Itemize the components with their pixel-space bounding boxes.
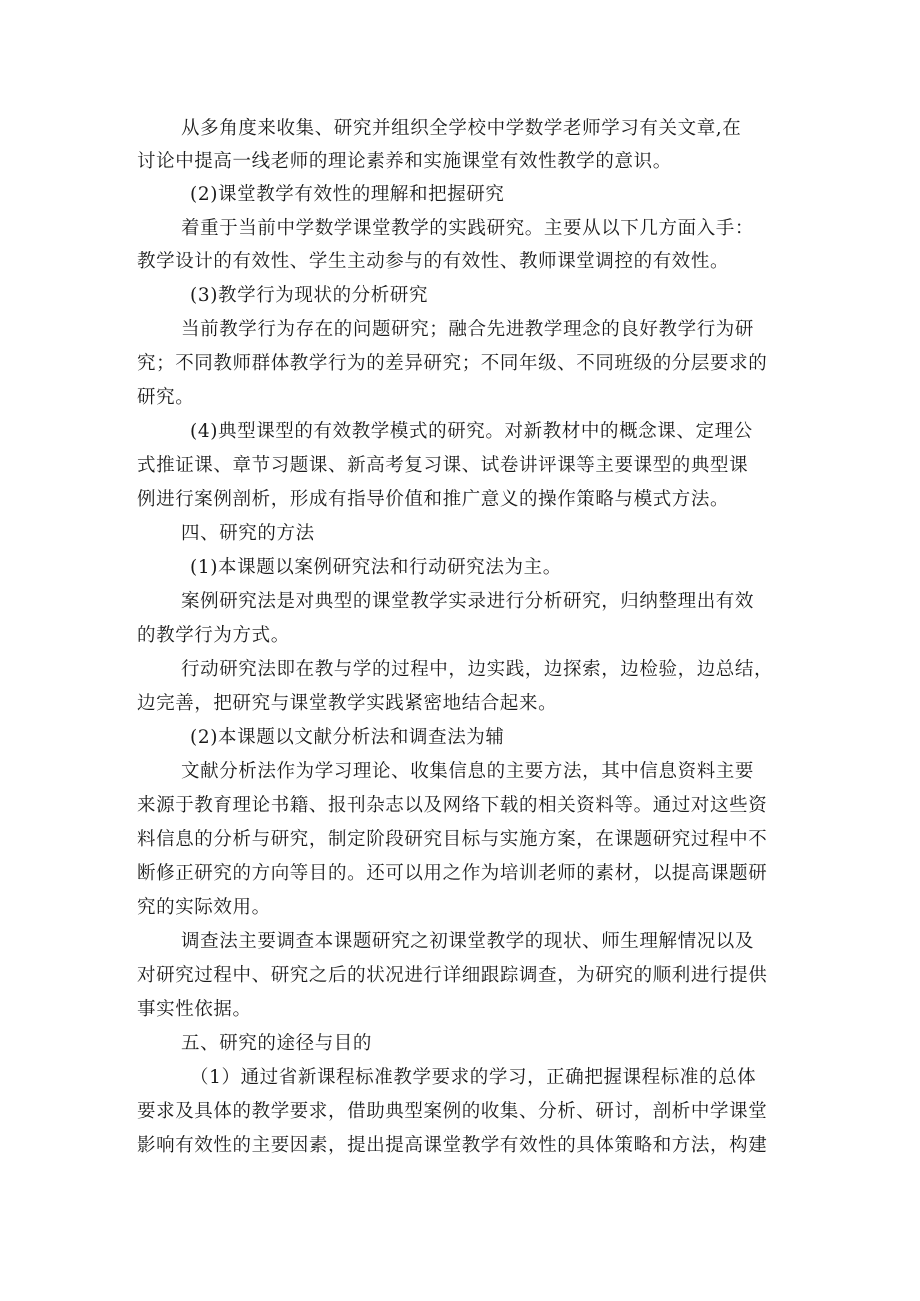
text-line: 影响有效性的主要因素，提出提高课堂教学有效性的具体策略和方法，构建 bbox=[137, 1135, 768, 1156]
text-line: 边完善，把研究与课堂教学实践紧密地结合起来。 bbox=[137, 693, 558, 714]
text-line: 的教学行为方式。 bbox=[137, 625, 290, 646]
text-line: 着重于当前中学数学课堂教学的实践研究。主要从以下几方面入手： bbox=[181, 218, 755, 239]
subheading: (2)本课题以文献分析法和调查法为辅 bbox=[190, 727, 505, 748]
text-line: 文献分析法作为学习理论、收集信息的主要方法，其中信息资料主要 bbox=[181, 761, 755, 782]
text-line: 当前教学行为存在的问题研究；融合先进教学理念的良好教学行为研 bbox=[181, 319, 755, 340]
subheading: (3)教学行为现状的分析研究 bbox=[190, 285, 429, 306]
text-line: 研究。 bbox=[137, 387, 195, 408]
text-line: 究的实际效用。 bbox=[137, 897, 271, 918]
text-line: 要求及具体的教学要求，借助典型案例的收集、分析、研讨，剖析中学课堂 bbox=[137, 1101, 768, 1122]
text-line: 来源于教育理论书籍、报刊杂志以及网络下载的相关资料等。通过对这些资 bbox=[137, 795, 768, 816]
subheading: (2)课堂教学有效性的理解和把握研究 bbox=[190, 184, 505, 205]
text-line: 式推证课、章节习题课、新高考复习课、试卷讲评课等主要课型的典型课 bbox=[137, 455, 749, 476]
text-line: 断修正研究的方向等目的。还可以用之作为培训老师的素材，以提高课题研 bbox=[137, 863, 768, 884]
section-heading: 五、研究的途径与目的 bbox=[181, 1033, 373, 1054]
text-line: 行动研究法即在教与学的过程中，边实践，边探索，边检验，边总结， bbox=[181, 659, 774, 680]
section-heading: 四、研究的方法 bbox=[181, 523, 315, 544]
text-line: 料信息的分析与研究，制定阶段研究目标与实施方案，在课题研究过程中不 bbox=[137, 829, 768, 850]
text-line: 教学设计的有效性、学生主动参与的有效性、教师课堂调控的有效性。 bbox=[137, 251, 730, 272]
text-line: 究；不同教师群体教学行为的差异研究；不同年级、不同班级的分层要求的 bbox=[137, 353, 768, 374]
text-line: 对研究过程中、研究之后的状况进行详细跟踪调查，为研究的顺利进行提供 bbox=[137, 965, 768, 986]
subheading: (4)典型课型的有效教学模式的研究。对新教材中的概念课、定理公 bbox=[190, 421, 753, 442]
text-line: 例进行案例剖析，形成有指导价值和推广意义的操作策略与模式方法。 bbox=[137, 489, 730, 510]
text-line: 案例研究法是对典型的课堂教学实录进行分析研究，归纳整理出有效 bbox=[181, 591, 755, 612]
text-line: 讨论中提高一线老师的理论素养和实施课堂有效性教学的意识。 bbox=[137, 151, 672, 172]
subheading: (1)本课题以案例研究法和行动研究法为主。 bbox=[190, 557, 562, 578]
text-line: 从多角度来收集、研究并组织全学校中学数学老师学习有关文章,在 bbox=[181, 118, 742, 139]
text-line: 事实性依据。 bbox=[137, 999, 252, 1020]
text-line: 调查法主要调查本课题研究之初课堂教学的现状、师生理解情况以及 bbox=[181, 931, 755, 952]
text-line: （1）通过省新课程标准教学要求的学习，正确把握课程标准的总体 bbox=[190, 1067, 757, 1088]
